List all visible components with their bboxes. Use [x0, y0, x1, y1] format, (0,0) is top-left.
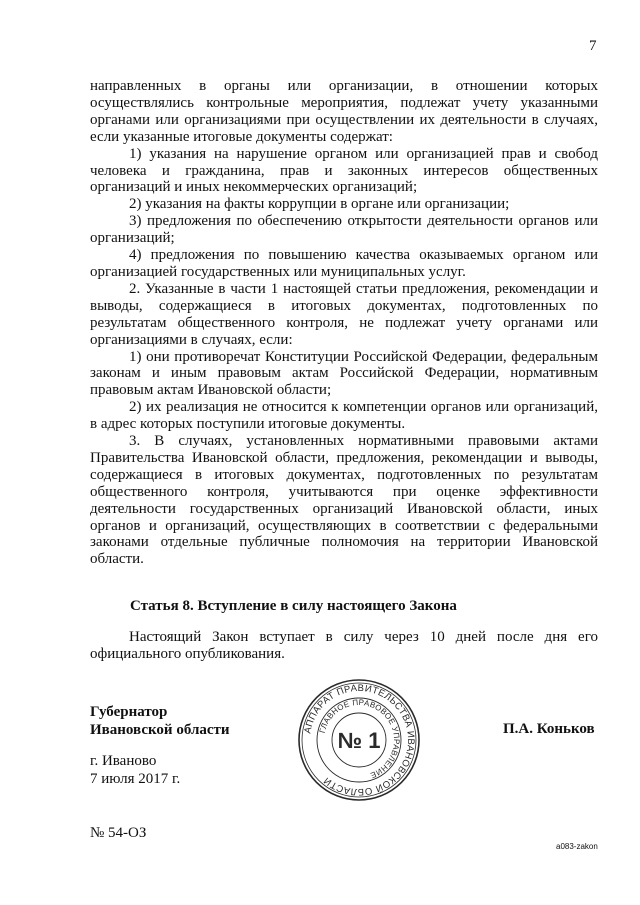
paragraph: 2. Указанные в части 1 настоящей статьи предложения, рекомендации и выводы, содержащиеся в итоговых документах, подготовленных по результатам общественного контроля, не подлежат учету органами или организациями в случаях, если: [90, 280, 598, 348]
place: г. Иваново [90, 753, 157, 769]
signer-name: П.А. Коньков [503, 721, 595, 737]
page-number: 7 [589, 38, 597, 54]
paragraph: 3) предложения по обеспечению открытости деятельности органов или организаций; [90, 213, 598, 247]
paragraph: 4) предложения по повышению качества оказываемых органом или организацией государственных или муниципальных услуг. [90, 247, 598, 280]
paragraph: направленных в органы или организации, в отношении которых осуществлялись контрольные мероприятия, подлежат учету указанными органами или организациями при осуществлении их деятельности в случаях, если указанные итоговые документы содержат: [90, 78, 598, 145]
paragraph: 3. В случаях, установленных нормативными правовыми актами Правительства Ивановской области, предложения, рекомендации и выводы, содержащиеся в итоговых документах, подготовленных по результатам общественного контроля, учитываются при оценке эффективности деятельности государственных организаций Ивановской области, иных органов и организаций, осуществляющих в соответствии с федеральными законами отдельные публичные полномочия на территории Ивановской области. [90, 433, 598, 568]
paragraph: Настоящий Закон вступает в силу через 10 дней после дня его официального опубликования. [90, 629, 598, 662]
paragraph: 1) указания на нарушение органом или организацией прав и свобод человека и гражданина, прав и законных интересов общественных организаций и иных некоммерческих организаций; [90, 145, 598, 196]
signer-position-line2: Ивановской области [90, 722, 230, 738]
date: 7 июля 2017 г. [90, 771, 181, 787]
article-heading: Статья 8. Вступление в силу настоящего Закона [130, 598, 457, 614]
place-and-date [90, 752, 180, 788]
law-number: № 54-ОЗ [90, 825, 147, 841]
paragraph: 1) они противоречат Конституции Российской Федерации, федеральным законам и иным правовым актам Российской Федерации, нормативным правовым актам Ивановской области; [90, 348, 598, 399]
stamp-number: № 1 [337, 728, 381, 753]
official-seal-stamp [297, 678, 421, 802]
document-body [90, 78, 598, 568]
stamp-outer-text: АППАРАТ ПРАВИТЕЛЬСТВА ИВАНОВСКОЙ ОБЛАСТИ [302, 682, 417, 798]
paragraph: 2) их реализация не относится к компетенции органов или организаций, в адрес которых поступили итоговые документы. [90, 399, 598, 433]
signer-position-line1: Губернатор [90, 704, 168, 720]
article-body [90, 629, 598, 663]
stamp-inner-text: ГЛАВНОЕ ПРАВОВОЕ УПРАВЛЕНИЕ [317, 697, 402, 780]
paragraph: 2) указания на факты коррупции в органе или организации; [129, 196, 510, 213]
document-code: a083-zakon [556, 842, 598, 851]
signer-position [90, 703, 230, 739]
